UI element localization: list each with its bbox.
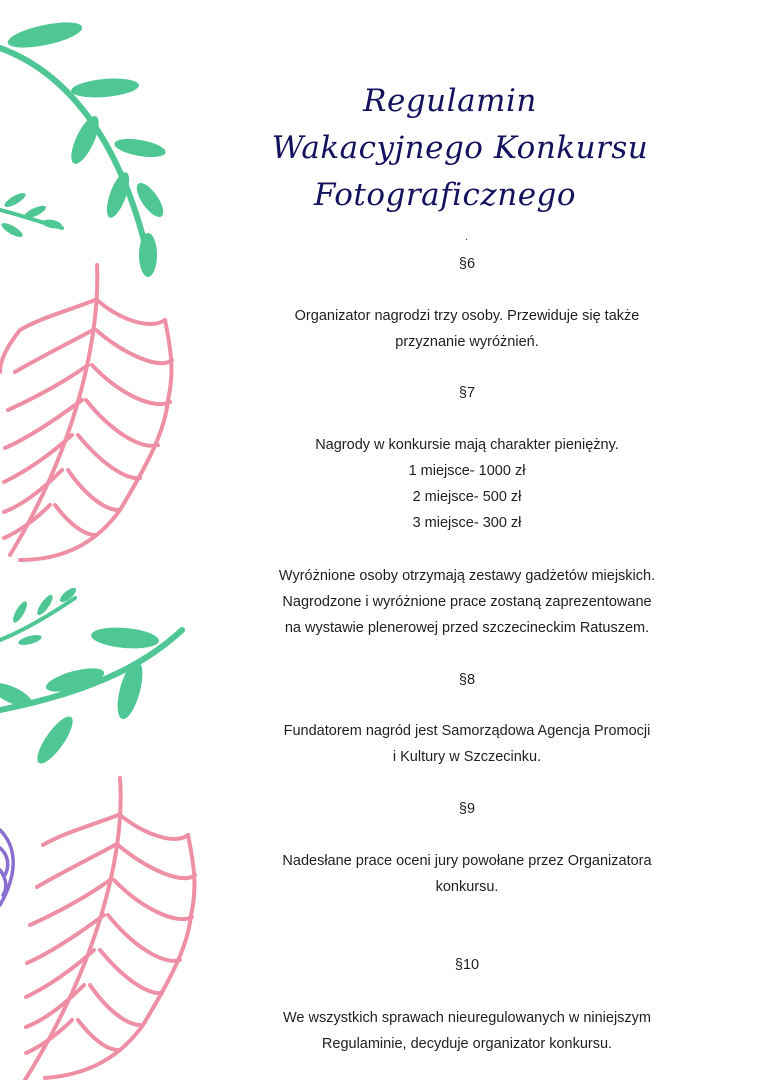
green-branch-middle-icon	[0, 625, 182, 768]
section-6-heading: §6	[458, 256, 476, 272]
pink-fern-top-icon	[0, 265, 172, 560]
section-9-heading: §9	[458, 801, 476, 817]
document-title	[240, 78, 690, 219]
section-6-line-1: Organizator nagrodzi trzy osoby. Przewiduje się także	[294, 308, 640, 324]
section-10-line-1: We wszystkich sprawach nieuregulowanych w niniejszym	[282, 1010, 651, 1026]
prize-first-place: 1 miejsce- 1000 zł	[408, 463, 526, 479]
section-10-line-2: Regulaminie, decyduje organizator konkursu.	[321, 1036, 613, 1052]
pink-fern-bottom-icon	[25, 778, 195, 1080]
purple-leaf-icon	[0, 830, 13, 905]
green-sprig-middle-small-icon	[0, 586, 78, 647]
stray-dot: .	[465, 232, 469, 243]
green-branch-top-icon	[0, 17, 168, 277]
section-7-line-5: Wyróżnione osoby otrzymają zestawy gadżetów miejskich.	[278, 568, 656, 584]
green-sprig-small-icon	[0, 191, 63, 240]
section-10-heading: §10	[454, 957, 480, 973]
title-line-1: Regulamin	[363, 83, 537, 119]
section-6-line-2: przyznanie wyróżnień.	[395, 334, 539, 350]
prize-third-place: 3 miejsce- 300 zł	[412, 515, 522, 531]
title-line-3: Fotograficznego	[313, 177, 577, 213]
section-7-line-6: Nagrodzone i wyróżnione prace zostaną zaprezentowane	[282, 594, 652, 610]
title-line-2: Wakacyjnego Konkursu	[271, 130, 649, 166]
section-8-line-1: Fundatorem nagród jest Samorządowa Agencja Promocji	[283, 723, 651, 739]
section-7-line-1: Nagrody w konkursie mają charakter pieniężny.	[315, 437, 619, 453]
section-8-line-2: i Kultury w Szczecinku.	[392, 749, 542, 765]
section-7-line-7: na wystawie plenerowej przed szczecineckim Ratuszem.	[284, 620, 650, 636]
section-8-heading: §8	[458, 672, 476, 688]
section-9-line-2: konkursu.	[435, 879, 499, 895]
section-9-line-1: Nadesłane prace oceni jury powołane przez Organizatora	[282, 853, 652, 869]
prize-second-place: 2 miejsce- 500 zł	[412, 489, 522, 505]
section-7-heading: §7	[458, 385, 476, 401]
